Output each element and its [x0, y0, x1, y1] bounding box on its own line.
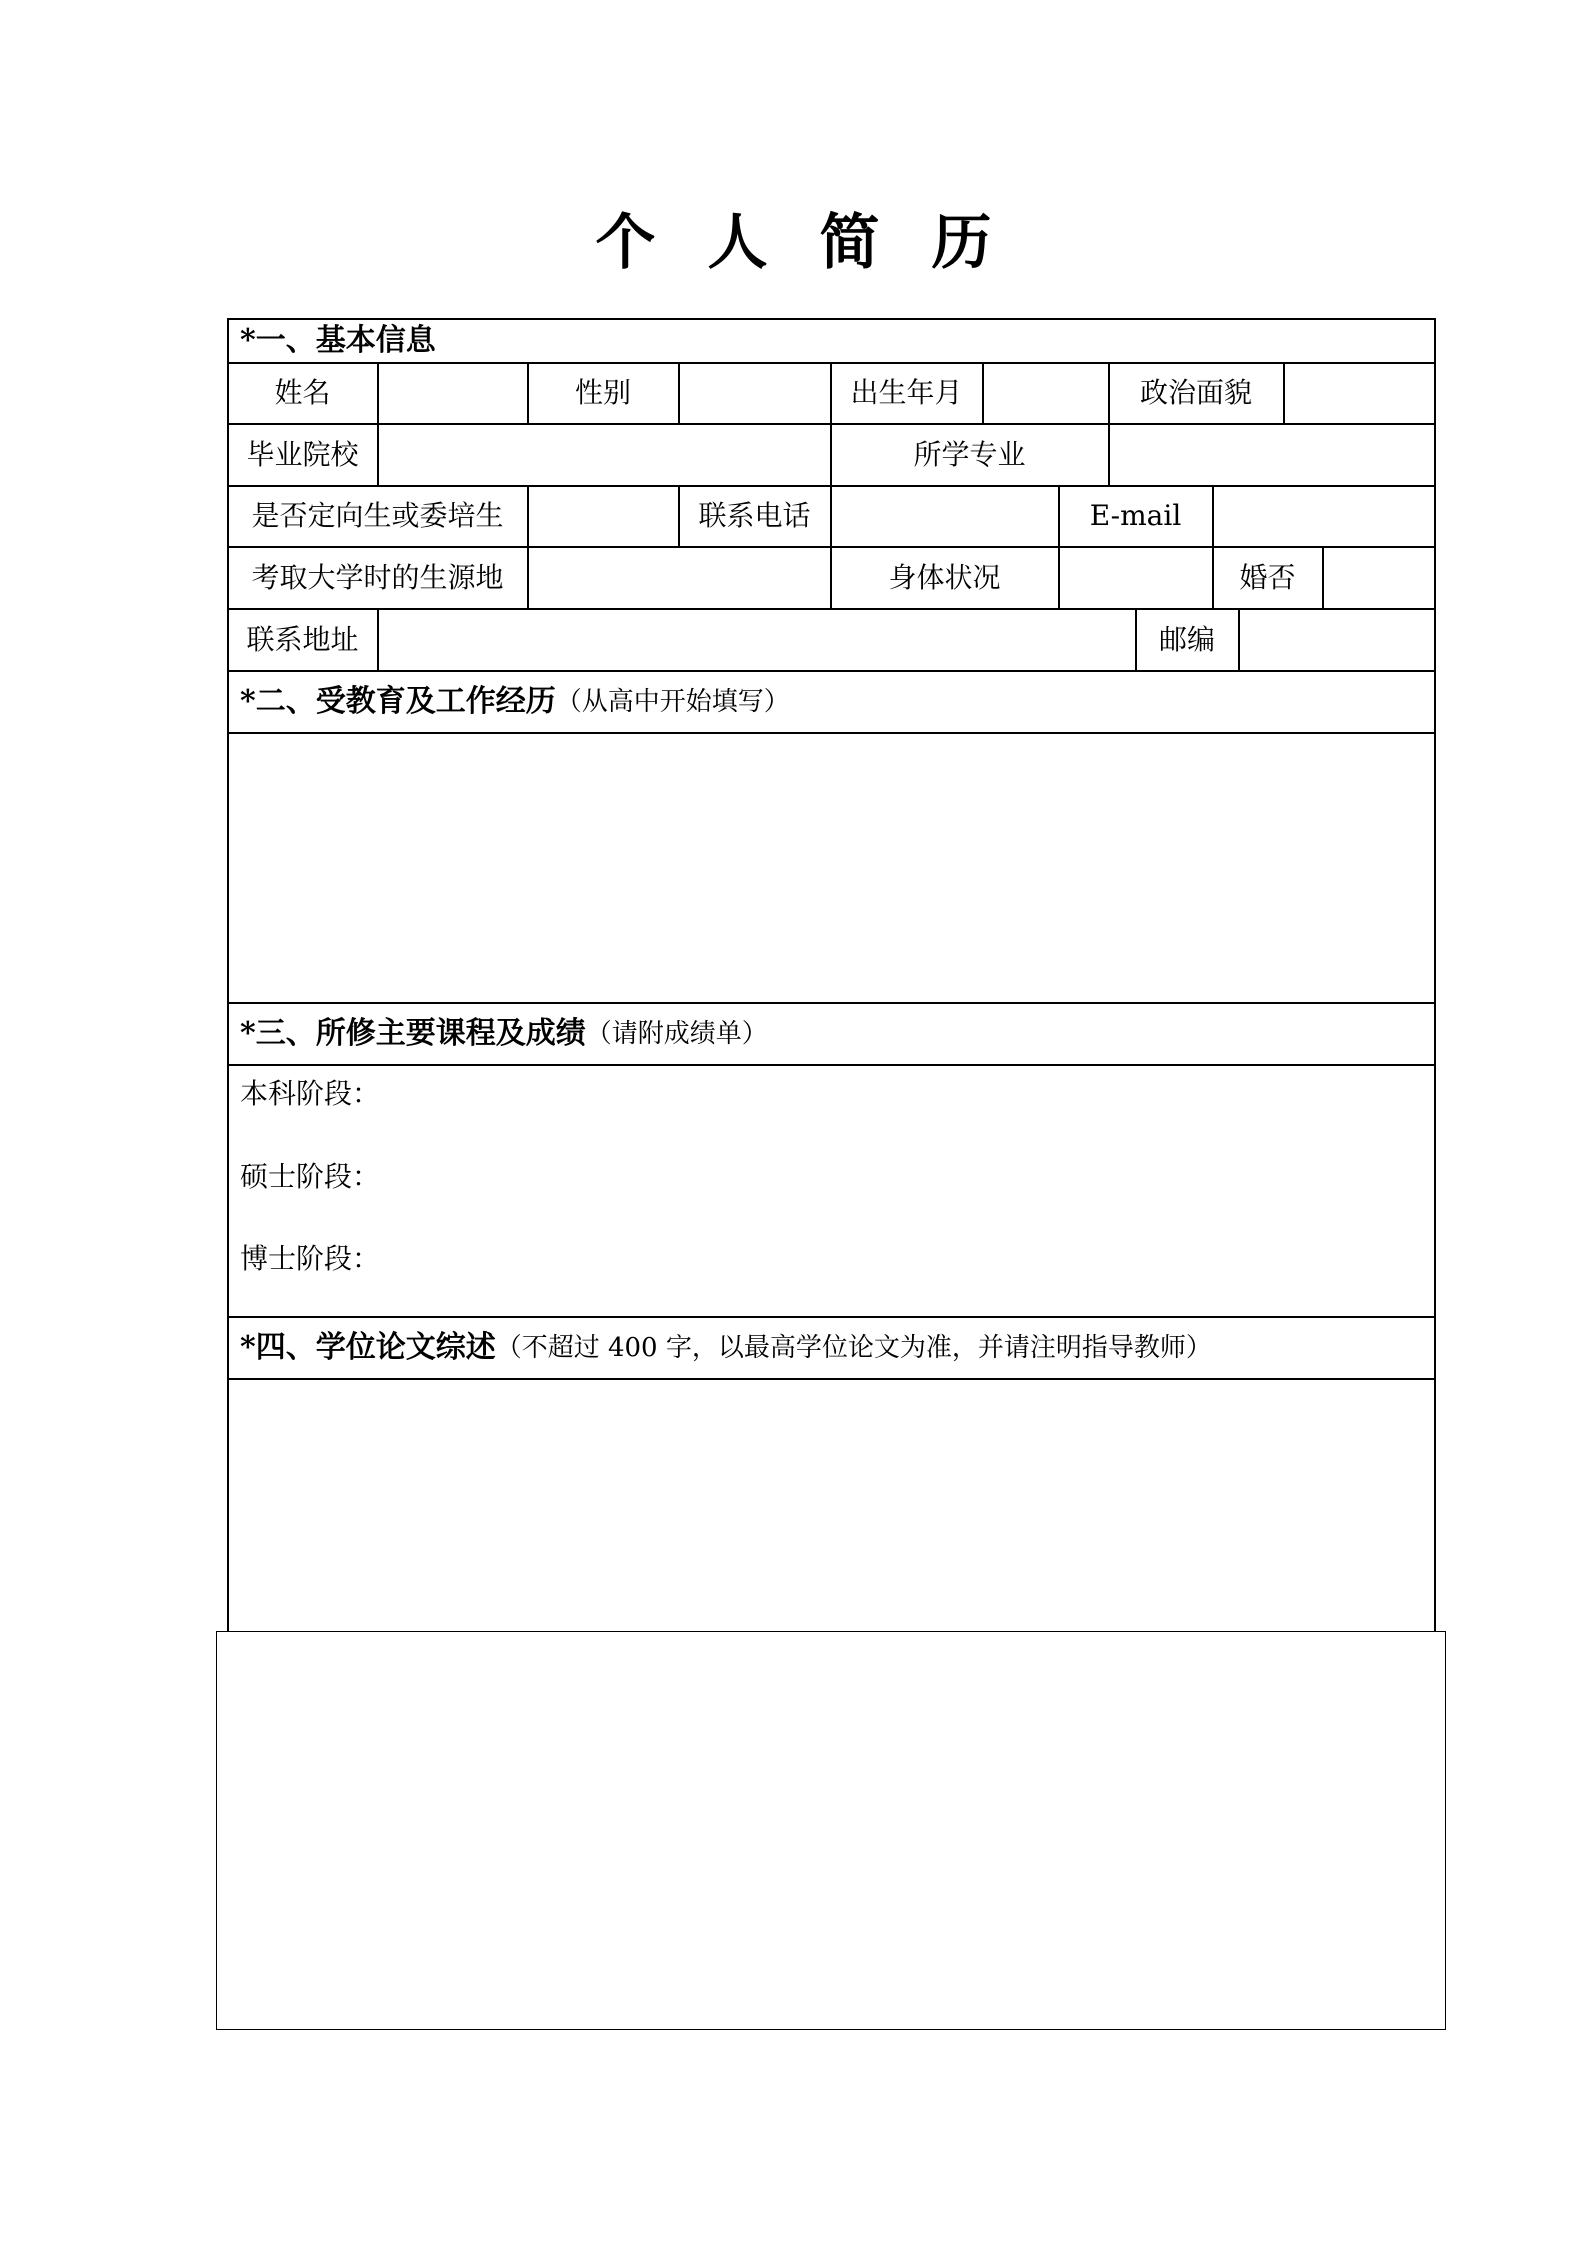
- section-courses-title: *三、所修主要课程及成绩: [240, 1015, 586, 1051]
- title-char: 历: [931, 208, 992, 278]
- marital-field[interactable]: [1323, 547, 1434, 608]
- directed-label: 是否定向生或委培生: [251, 499, 504, 532]
- section-basic-info-heading: *一、基本信息: [240, 322, 436, 358]
- school-field[interactable]: [378, 424, 830, 485]
- section-thesis-heading: [228, 1317, 1433, 1378]
- thesis-summary-continuation-box[interactable]: [216, 1631, 1446, 2030]
- email-label: E-mail: [1089, 499, 1182, 532]
- birth-field[interactable]: [983, 363, 1108, 423]
- birth-label: 出生年月: [850, 376, 963, 409]
- postcode-field[interactable]: [1239, 609, 1434, 670]
- doctor-stage-label: 博士阶段：: [240, 1242, 381, 1275]
- name-label: 姓名: [274, 376, 331, 409]
- directed-field[interactable]: [528, 486, 678, 546]
- gender-label: 性别: [574, 376, 631, 409]
- address-field[interactable]: [378, 609, 1135, 670]
- title-char: 人: [707, 208, 768, 278]
- section-courses-heading: [228, 1003, 1433, 1064]
- origin-label: 考取大学时的生源地: [251, 560, 504, 594]
- postcode-label: 邮编: [1158, 622, 1215, 656]
- origin-field[interactable]: [528, 547, 830, 608]
- phone-label: 联系电话: [698, 499, 811, 532]
- school-label: 毕业院校: [246, 437, 359, 471]
- title-char: 简: [819, 208, 880, 278]
- health-field[interactable]: [1059, 547, 1212, 608]
- email-field[interactable]: [1213, 486, 1434, 546]
- name-field[interactable]: [378, 363, 527, 423]
- politics-label: 政治面貌: [1139, 376, 1252, 409]
- section-thesis-note: （不超过 400 字，以最高学位论文为准，并请注明指导教师）: [495, 1332, 1212, 1363]
- education-history-area[interactable]: [228, 733, 1433, 1002]
- section-education-title: *二、受教育及工作经历: [240, 683, 556, 719]
- address-label: 联系地址: [246, 622, 359, 656]
- marital-label: 婚否: [1239, 560, 1296, 594]
- section-education-note: （从高中开始填写）: [555, 686, 790, 717]
- section-thesis-title: *四、学位论文综述: [240, 1329, 496, 1365]
- thesis-summary-area[interactable]: [228, 1379, 1433, 1631]
- politics-field[interactable]: [1284, 363, 1434, 423]
- courses-area[interactable]: [228, 1065, 1433, 1316]
- section-education-heading: [228, 671, 1433, 732]
- undergrad-stage-label: 本科阶段：: [240, 1077, 381, 1110]
- phone-field[interactable]: [831, 486, 1058, 546]
- major-label: 所学专业: [913, 437, 1026, 471]
- page-title: [0, 195, 1587, 281]
- title-char: 个: [595, 208, 656, 278]
- major-field[interactable]: [1109, 424, 1434, 485]
- health-label: 身体状况: [888, 560, 1001, 594]
- gender-field[interactable]: [679, 363, 830, 423]
- master-stage-label: 硕士阶段：: [240, 1160, 381, 1193]
- section-courses-note: （请附成绩单）: [585, 1018, 768, 1049]
